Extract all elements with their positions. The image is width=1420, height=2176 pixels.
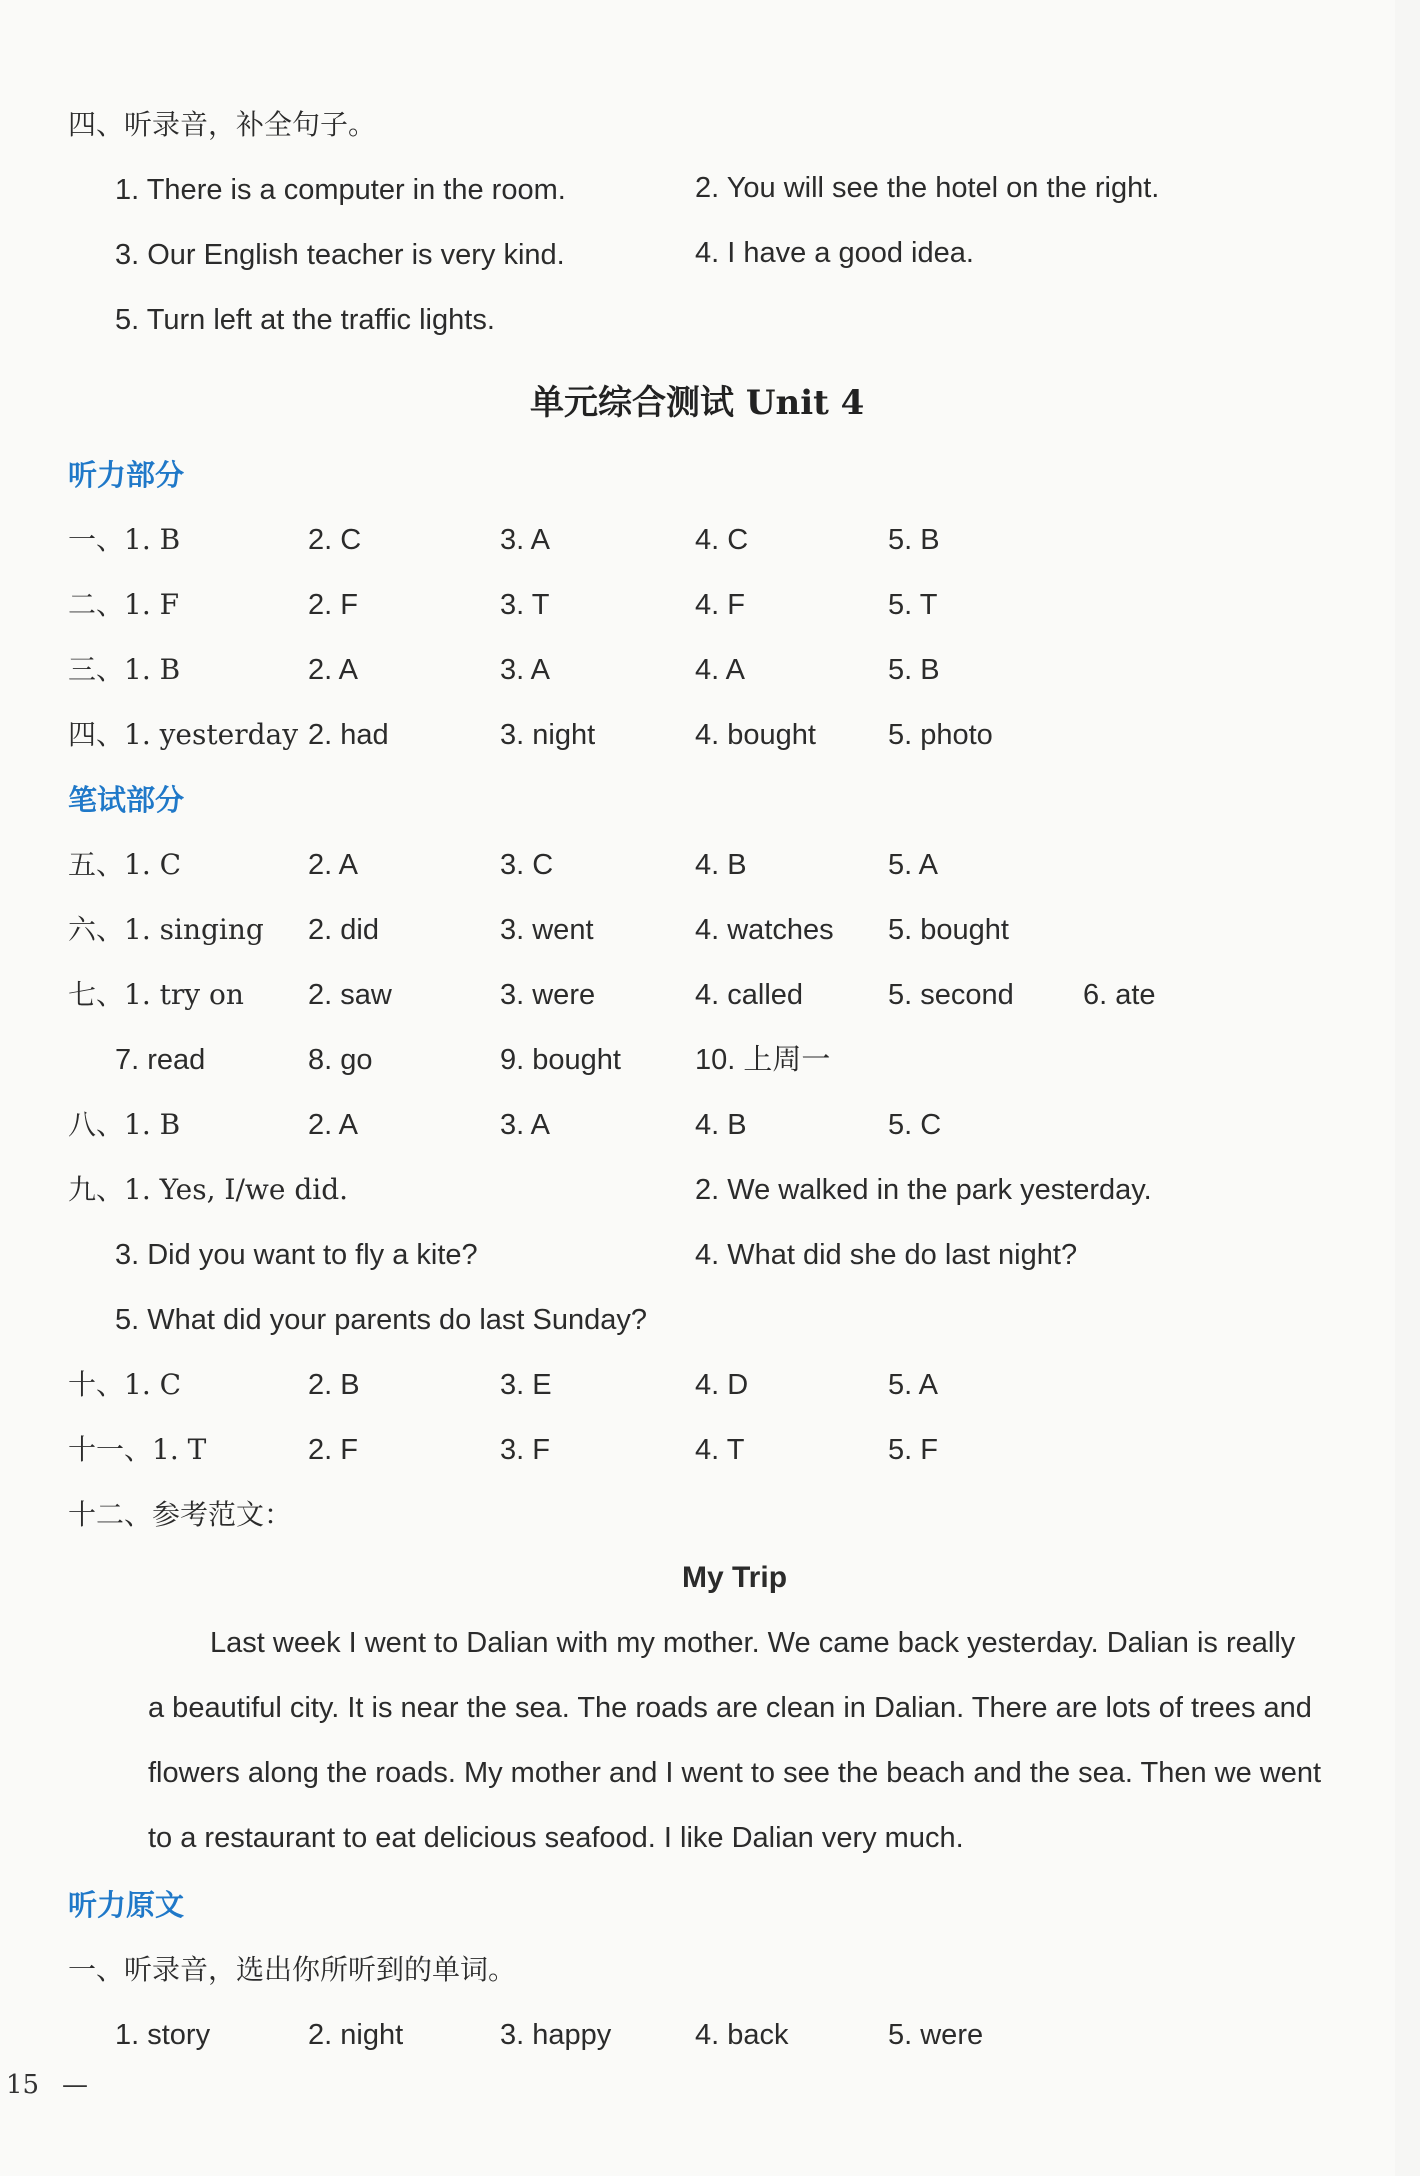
row-cell: 5. second bbox=[888, 979, 1014, 1011]
row-cell: 十、1. C bbox=[68, 1368, 182, 1401]
page-number-dash: — bbox=[62, 2070, 88, 2100]
essay-line: flowers along the roads. My mother and I went to see the beach and the sea. Then we went bbox=[148, 1757, 1322, 1789]
row-cell: 5. A bbox=[888, 1369, 938, 1401]
row-cell: 八、1. B bbox=[68, 1108, 181, 1141]
essay-label: 十二、参考范文： bbox=[68, 1498, 293, 1531]
unit-title: 单元综合测试 Unit 4 bbox=[530, 383, 865, 423]
row-cell: 2. night bbox=[308, 2019, 404, 2051]
row-cell: 5. A bbox=[888, 849, 938, 881]
row-cell: 3. were bbox=[500, 979, 596, 1011]
row-cell: 4. watches bbox=[695, 914, 834, 946]
row-cell: 4. bought bbox=[695, 719, 816, 751]
row-cell: 5. photo bbox=[888, 719, 993, 751]
transcript-subheading: 一、听录音，选出你所听到的单词。 bbox=[68, 1953, 517, 1986]
answer-row bbox=[68, 1042, 1368, 1078]
answer-row bbox=[68, 1367, 1368, 1403]
row-cell: 六、1. singing bbox=[68, 913, 264, 946]
row-cell: 4. F bbox=[695, 589, 745, 621]
writing-section-heading: 笔试部分 bbox=[68, 783, 185, 817]
row-cell: 2. had bbox=[308, 719, 389, 751]
page-number: 15 bbox=[6, 2070, 40, 2100]
answer-item: 2. You will see the hotel on the right. bbox=[695, 172, 1160, 204]
answer-row bbox=[68, 2017, 1368, 2053]
answer-item: 4. I have a good idea. bbox=[695, 237, 974, 269]
row-cell: 4. What did she do last night? bbox=[695, 1239, 1078, 1271]
row-cell: 4. A bbox=[695, 654, 745, 686]
answer-row bbox=[68, 1432, 1368, 1468]
row-cell: 九、1. Yes, I/we did. bbox=[68, 1173, 349, 1206]
row-cell: 7. read bbox=[115, 1044, 206, 1076]
row-cell: 七、1. try on bbox=[68, 978, 244, 1011]
row-cell: 4. back bbox=[695, 2019, 789, 2051]
row-cell: 5. F bbox=[888, 1434, 938, 1466]
answer-row bbox=[68, 652, 1368, 688]
row-cell: 3. E bbox=[500, 1369, 552, 1401]
answer-row bbox=[68, 1107, 1368, 1143]
row-cell: 2. A bbox=[308, 849, 358, 881]
transcript-heading: 听力原文 bbox=[68, 1888, 185, 1922]
answer-row bbox=[68, 1172, 1368, 1208]
answer-row bbox=[68, 1302, 1368, 1338]
answer-row bbox=[68, 847, 1368, 883]
essay-title: My Trip bbox=[682, 1561, 788, 1594]
essay-line: a beautiful city. It is near the sea. The roads are clean in Dalian. There are lots of trees and bbox=[148, 1692, 1312, 1724]
row-cell: 2. F bbox=[308, 589, 358, 621]
essay-line: to a restaurant to eat delicious seafood. I like Dalian very much. bbox=[148, 1822, 964, 1854]
row-cell: 2. B bbox=[308, 1369, 360, 1401]
row-cell: 五、1. C bbox=[68, 848, 182, 881]
answer-item: 1. There is a computer in the room. bbox=[115, 174, 566, 206]
row-cell: 2. F bbox=[308, 1434, 358, 1466]
row-cell: 3. night bbox=[500, 719, 596, 751]
row-cell: 二、1. F bbox=[68, 588, 180, 621]
row-cell: 2. C bbox=[308, 524, 362, 556]
row-cell: 3. Did you want to fly a kite? bbox=[115, 1239, 478, 1271]
row-cell: 4. B bbox=[695, 1109, 747, 1141]
row-cell: 3. C bbox=[500, 849, 554, 881]
row-cell: 10. 上周一 bbox=[695, 1044, 831, 1076]
answer-row bbox=[68, 587, 1368, 623]
answer-row bbox=[68, 977, 1368, 1013]
row-cell: 一、1. B bbox=[68, 523, 181, 556]
row-cell: 3. F bbox=[500, 1434, 550, 1466]
row-cell: 9. bought bbox=[500, 1044, 621, 1076]
answer-item: 3. Our English teacher is very kind. bbox=[115, 239, 565, 271]
row-cell: 3. went bbox=[500, 914, 594, 946]
answer-row bbox=[68, 522, 1368, 558]
row-cell: 十一、1. T bbox=[68, 1433, 207, 1466]
row-cell: 5. bought bbox=[888, 914, 1009, 946]
listening-section-heading: 听力部分 bbox=[68, 458, 185, 492]
row-cell: 8. go bbox=[308, 1044, 373, 1076]
section-heading: 四、听录音，补全句子。 bbox=[68, 108, 377, 141]
row-cell: 2. A bbox=[308, 1109, 358, 1141]
row-cell: 4. C bbox=[695, 524, 749, 556]
row-cell: 5. were bbox=[888, 2019, 984, 2051]
row-cell: 2. A bbox=[308, 654, 358, 686]
row-cell: 1. story bbox=[115, 2019, 211, 2051]
row-cell: 三、1. B bbox=[68, 653, 181, 686]
row-cell: 4. B bbox=[695, 849, 747, 881]
row-cell: 6. ate bbox=[1083, 979, 1156, 1011]
row-cell: 2. We walked in the park yesterday. bbox=[695, 1174, 1152, 1206]
row-cell: 5. What did your parents do last Sunday? bbox=[115, 1304, 647, 1336]
answer-row bbox=[68, 912, 1368, 948]
answer-row bbox=[68, 717, 1368, 753]
row-cell: 5. B bbox=[888, 654, 940, 686]
row-cell: 2. did bbox=[308, 914, 379, 946]
row-cell: 5. C bbox=[888, 1109, 942, 1141]
row-cell: 3. A bbox=[500, 524, 550, 556]
answer-item: 5. Turn left at the traffic lights. bbox=[115, 304, 495, 336]
row-cell: 4. D bbox=[695, 1369, 749, 1401]
row-cell: 4. T bbox=[695, 1434, 745, 1466]
row-cell: 3. A bbox=[500, 1109, 550, 1141]
row-cell: 3. A bbox=[500, 654, 550, 686]
essay-line: Last week I went to Dalian with my mother. We came back yesterday. Dalian is really bbox=[210, 1627, 1296, 1659]
row-cell: 4. called bbox=[695, 979, 804, 1011]
row-cell: 四、1. yesterday bbox=[68, 718, 299, 751]
row-cell: 2. saw bbox=[308, 979, 392, 1011]
answer-row bbox=[68, 1237, 1368, 1273]
row-cell: 3. happy bbox=[500, 2019, 612, 2051]
row-cell: 5. T bbox=[888, 589, 938, 621]
row-cell: 3. T bbox=[500, 589, 550, 621]
row-cell: 5. B bbox=[888, 524, 940, 556]
